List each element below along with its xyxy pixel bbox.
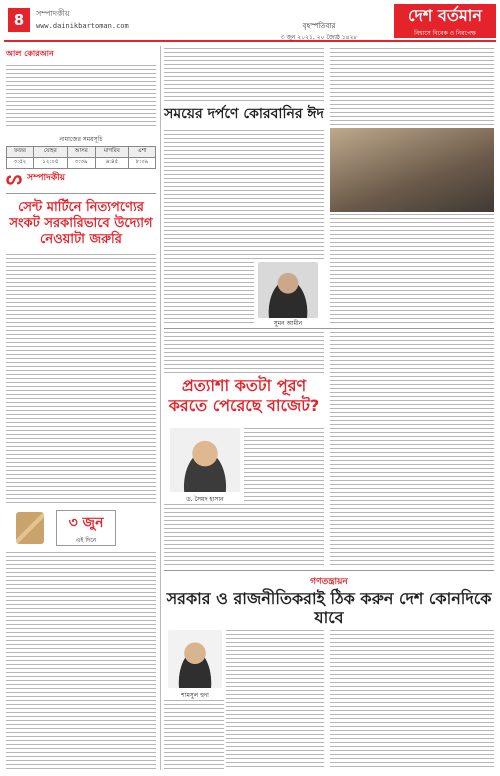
editorial-article	[6, 200, 156, 500]
editorial-body	[6, 254, 156, 504]
cattle-photo	[330, 128, 494, 212]
prayer-header: আসর	[67, 147, 95, 158]
feature-body	[330, 214, 494, 324]
dateline	[254, 20, 384, 43]
editorial-label: সম্পাদকীয়	[27, 173, 66, 183]
prayer-table	[6, 146, 156, 169]
prayer-times	[6, 134, 156, 165]
prayer-time: ৬:৪৫	[95, 158, 128, 169]
feature-title: সময়ের দর্পণে কোরবানির ঈদ	[164, 106, 324, 122]
author-name-sumon: সুমন আমীন	[273, 320, 303, 327]
author-photo-hasan	[170, 428, 240, 492]
budget-title: প্রত্যাশা কতটা পূরণ করতে পেরেছে বাজেট?	[168, 376, 320, 415]
editorial-pen-icon: ᔕ	[6, 168, 23, 189]
page-header	[4, 2, 496, 42]
today-in-history-badge	[56, 510, 116, 546]
quote-text	[6, 65, 156, 127]
budget-headline	[164, 376, 324, 424]
section-divider	[164, 570, 494, 571]
today-label: এই দিনে	[75, 537, 97, 544]
date-label: ৩ জুন ২০২১, ২০ জ্যৈষ্ঠ ১৪২৮	[280, 34, 358, 41]
budget-body	[244, 428, 324, 502]
author-name-huda: শামসুল হুদা	[181, 692, 209, 699]
editorial-title: সেন্ট মার্টিনে নিত্যপণ্যের সংকট সরকারিভাবে উদ্যোগ নেওয়াটা জরুরি	[9, 200, 153, 247]
author-photo-huda	[168, 630, 222, 688]
budget-body	[330, 332, 494, 566]
budget-top-text	[164, 332, 324, 374]
author-name-hasan: ড. সৈয়দ হাসান	[186, 496, 224, 503]
politics-headline	[164, 574, 494, 626]
section-label: সম্পাদকীয়	[36, 9, 70, 18]
budget-body	[164, 504, 324, 566]
hourglass-icon	[16, 512, 44, 544]
masthead-logo[interactable]	[394, 4, 496, 38]
prayer-time: ৩:৩৯	[67, 158, 95, 169]
feature-top-text	[164, 48, 324, 102]
politics-body	[226, 630, 324, 770]
brand-name: দেশ বর্তমান	[408, 6, 482, 25]
prayer-header: যোহর	[33, 147, 67, 158]
feature-top-text	[330, 48, 494, 126]
quote-heading: আল কোরআন	[6, 49, 54, 58]
quote-box	[6, 48, 156, 130]
politics-kicker: গণতন্ত্রায়ন	[310, 577, 348, 587]
page-number: 8	[8, 8, 30, 32]
prayer-header: মাগরিব	[95, 147, 128, 158]
brand-tagline: বিশ্বাসে বিবেক ও নিরপেক্ষ	[414, 30, 476, 37]
feature-body	[164, 262, 254, 324]
today-in-history-list	[6, 552, 156, 770]
section-divider	[164, 328, 494, 329]
column-divider	[160, 46, 161, 770]
prayer-header: এশা	[129, 147, 156, 158]
prayer-header: ফজর	[7, 147, 34, 158]
politics-title: সরকার ও রাজনীতিকরাই ঠিক করুন দেশ কোনদিকে যাবে	[166, 589, 492, 627]
politics-body	[164, 700, 224, 770]
politics-body	[330, 630, 494, 770]
prayer-label: নামাজের সময়সূচি	[59, 136, 103, 143]
prayer-time: ৩:৫২	[7, 158, 34, 169]
website-link[interactable]: www.dainikbartoman.com	[36, 22, 129, 30]
day-label: বৃহস্পতিবার	[302, 22, 336, 30]
today-date: ৩ জুন	[68, 515, 104, 531]
feature-body	[164, 130, 324, 260]
feature-headline	[164, 104, 324, 126]
prayer-time: ১২:০৫	[33, 158, 67, 169]
author-photo-sumon	[258, 262, 318, 318]
editorial-logo	[6, 168, 156, 194]
prayer-time: ৮:০৯	[129, 158, 156, 169]
